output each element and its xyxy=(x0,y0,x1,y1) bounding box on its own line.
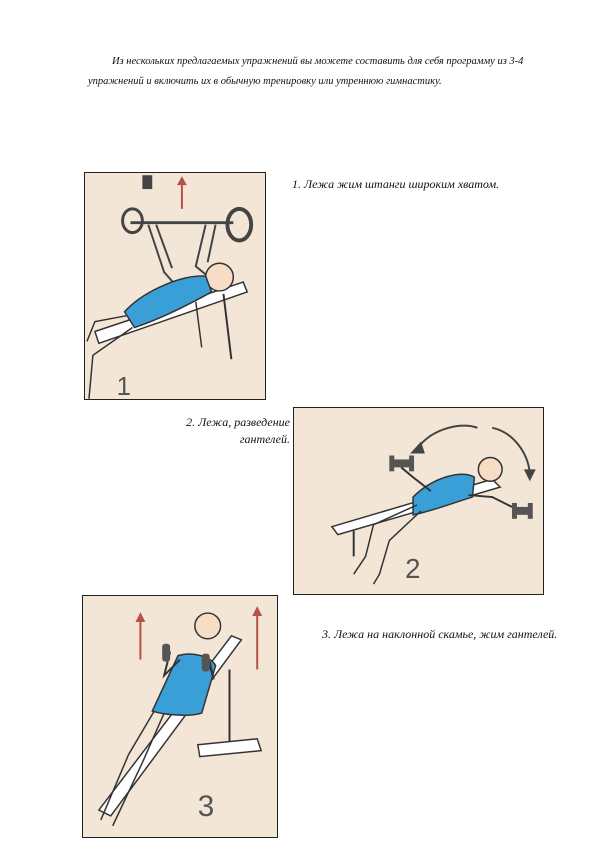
exercise-2-illustration xyxy=(293,407,544,595)
exercise-1-illustration xyxy=(84,172,266,400)
exercise-1-caption: 1. Лежа жим штанги широким хватом. xyxy=(292,177,500,191)
exercise-3-caption: 3. Лежа на наклонной скамье, жим гантелей. xyxy=(322,627,558,641)
intro-paragraph: Из нескольких предлагаемых упражнений вы можете составить для себя программу из 3-4 упражнений и включить их в обычную тренировку или утреннюю гимнастику. xyxy=(88,56,524,87)
bench-press-drawing xyxy=(85,173,265,399)
incline-dumbbell-press-drawing xyxy=(83,596,277,837)
figure-number-3: 3 xyxy=(197,789,215,823)
exercise-2-caption: 2. Лежа, разведение гантелей. xyxy=(186,415,290,446)
figure-number-2: 2 xyxy=(405,553,421,585)
dumbbell-fly-drawing xyxy=(294,408,543,594)
exercise-3-illustration xyxy=(82,595,278,838)
figure-number-1: 1 xyxy=(116,372,131,399)
